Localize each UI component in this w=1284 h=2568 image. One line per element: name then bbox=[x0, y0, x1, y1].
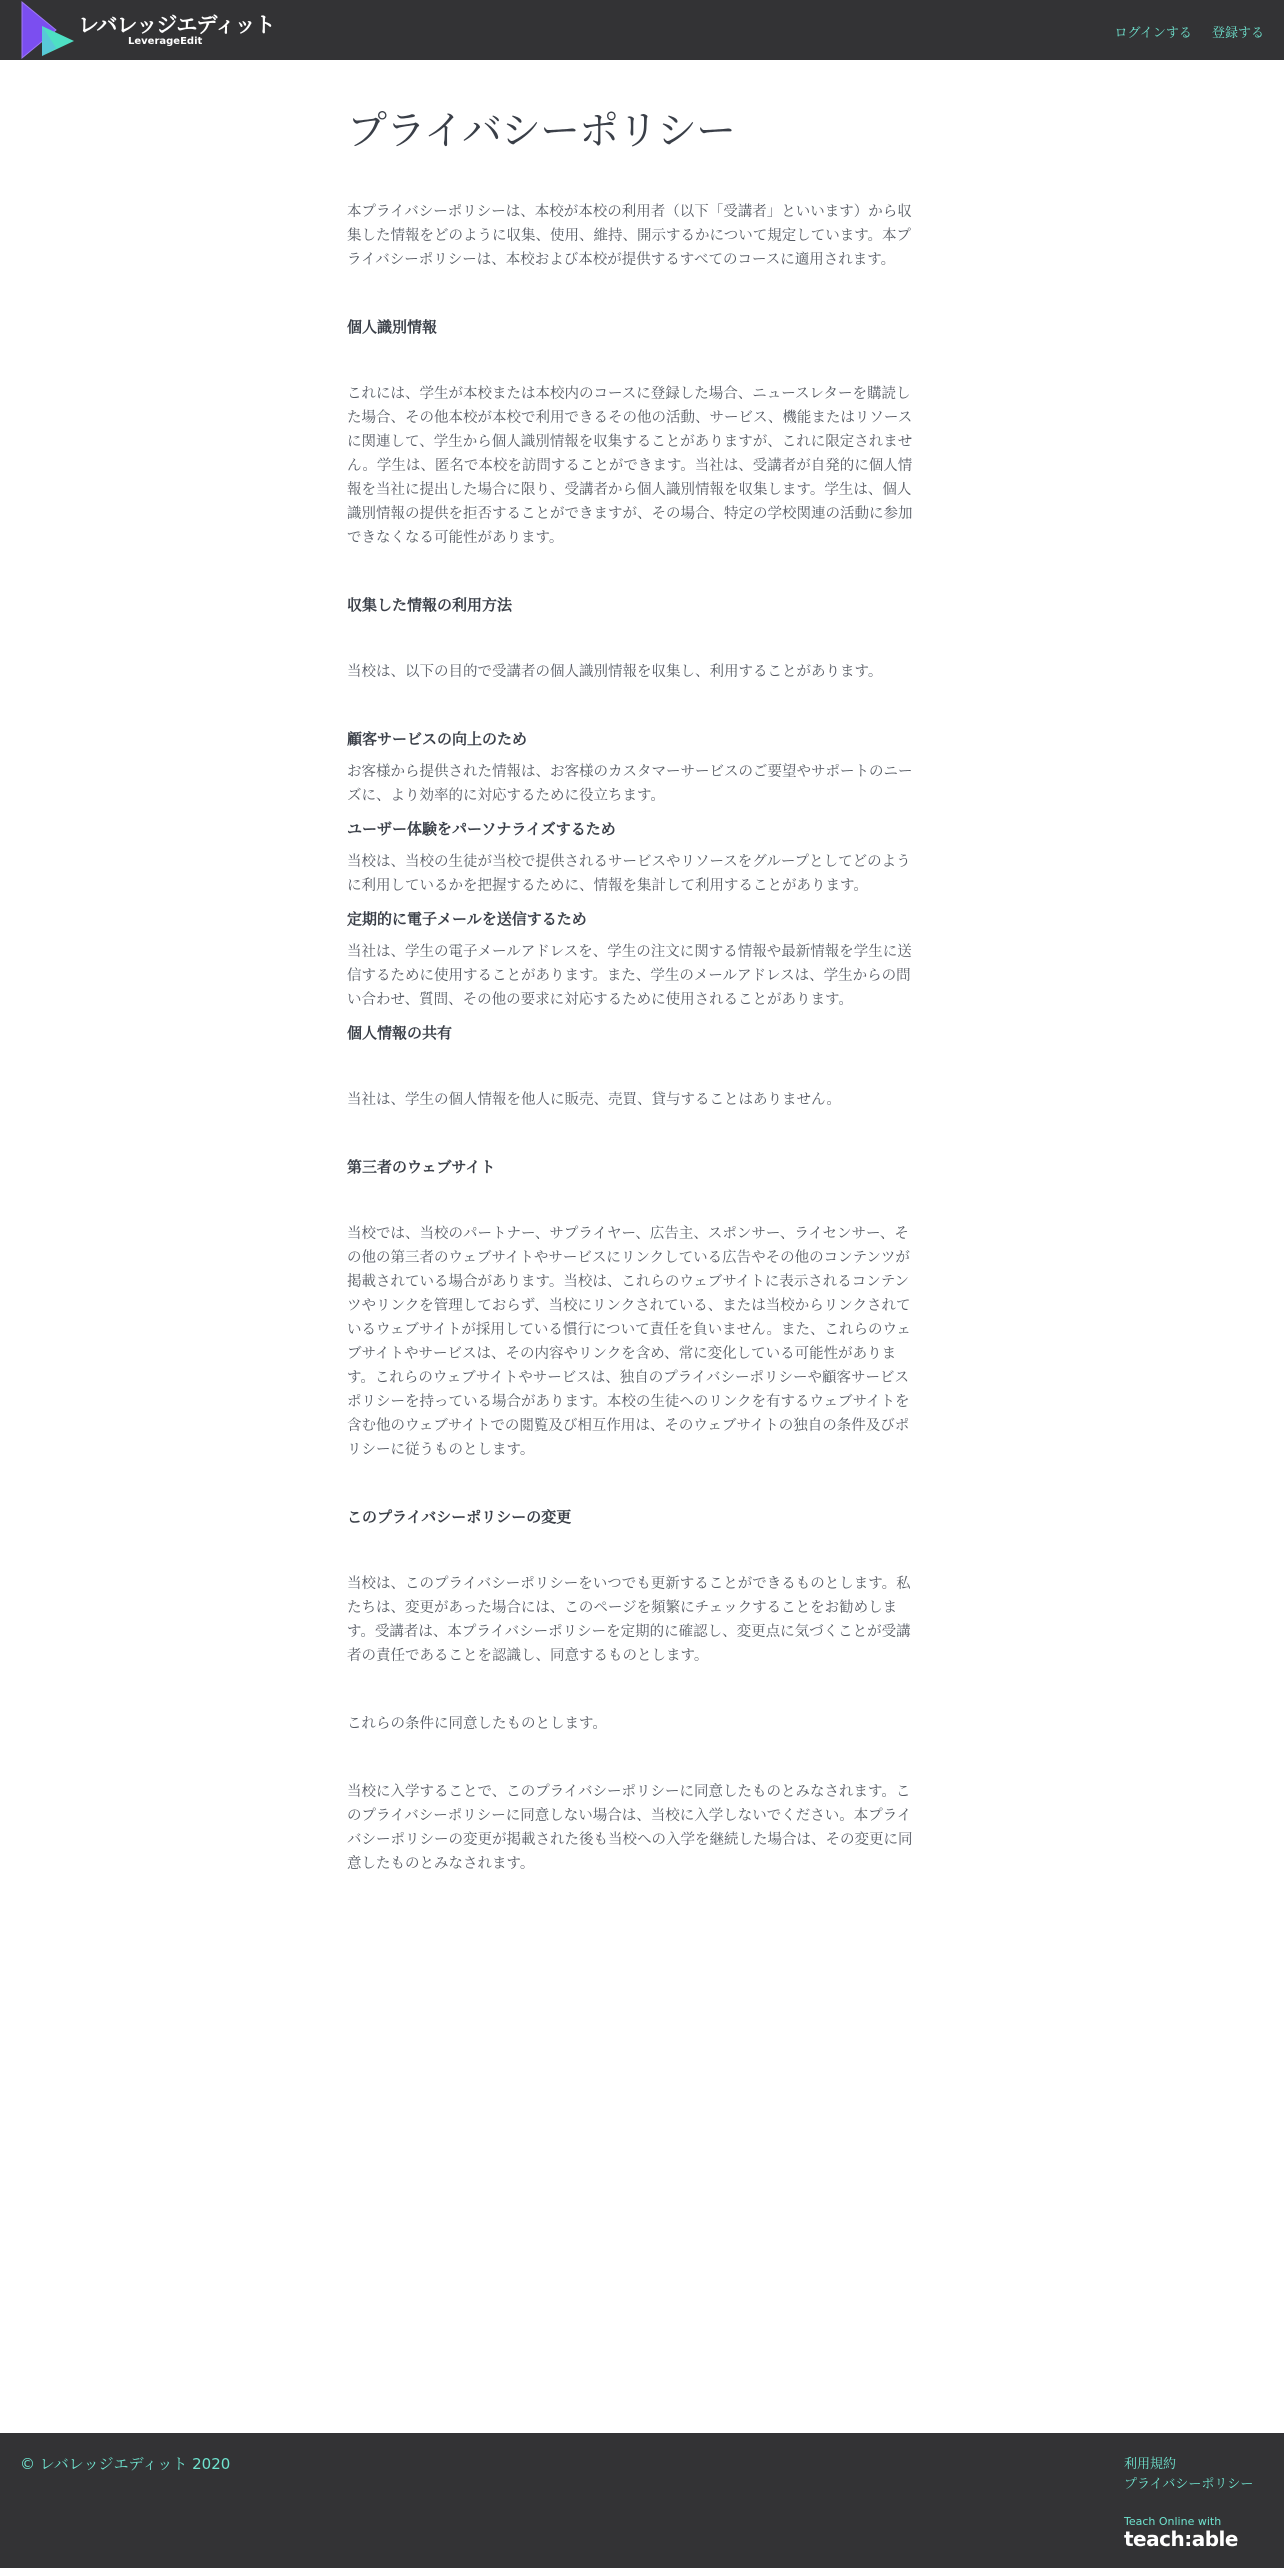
section-text-personalize: 当校は、当校の生徒が当校で提供されるサービスやリソースをグループとしてどのように利用しているかを把握するために、情報を集計して利用することがあります。 bbox=[347, 854, 911, 894]
copyright-text: © レバレッジエディット 2020 bbox=[20, 2455, 231, 2473]
section-text-third-party: 当校では、当校のパートナー、サプライヤー、広告主、スポンサー、ライセンサー、その他の第三者のウェブサイトやサービスにリンクしている広告やその他のコンテンツが掲載されている場合があります。当校は、これらのウェブサイトに表示されるコンテンツやリンクを管理しておらず、当校にリンクされている、または当校からリンクされているウェブサイトが採用している慣行について責任を負いません。また、これらのウェブサイトやサービスは、その内容やリンクを含め、常に変化している可能性があります。これらのウェブサイトやサービスは、独自のプライバシーポリシーや顧客サービスポリシーを持っている場合があります。本校の生徒へのリンクを有するウェブサイトを含む他のウェブサイトでの閲覧及び相互作用は、そのウェブサイトの独自の条件及びポリシーに従うものとします。 bbox=[347, 1226, 911, 1458]
site-header bbox=[0, 0, 1284, 60]
teachable-badge[interactable] bbox=[1124, 2515, 1238, 2550]
site-footer bbox=[0, 2433, 1284, 2568]
teach-online-label: Teach Online with bbox=[1124, 2515, 1222, 2528]
section-heading-third-party: 第三者のウェブサイト bbox=[347, 1158, 496, 1176]
section-text-personal-info: これには、学生が本校または本校内のコースに登録した場合、ニュースレターを購読した場合、その他本校が本校で利用できるその他の活動、サービス、機能またはリソースに関連して、学生から個人識別情報を収集することがありますが、これに限定されません。学生は、匿名で本校を訪問することができます。当社は、受講者が自発的に個人情報を当社に提出した場合に限り、受講者から個人識別情報を収集します。学生は、個人識別情報の提供を拒否することができますが、その場合、特定の学校関連の活動に参加できなくなる可能性があります。 bbox=[347, 386, 913, 546]
privacy-link[interactable]: プライバシーポリシー bbox=[1124, 2477, 1254, 2492]
section-text-changes: 当校は、このプライバシーポリシーをいつでも更新することができるものとします。私たちは、変更があった場合には、このページを頻繁にチェックすることをお勧めします。受講者は、本プライバシーポリシーを定期的に確認し、変更点に気づくことが受講者の責任であることを認識し、同意するものとします。 bbox=[347, 1576, 911, 1664]
signup-link[interactable]: 登録する bbox=[1211, 26, 1264, 41]
section-heading-personalize: ユーザー体験をパーソナライズするため bbox=[347, 820, 616, 838]
section-heading-usage: 収集した情報の利用方法 bbox=[347, 596, 513, 614]
section-heading-changes: このプライバシーポリシーの変更 bbox=[347, 1508, 572, 1526]
page-title: プライバシーポリシー bbox=[347, 108, 735, 154]
acceptance-text: 当校に入学することで、このプライバシーポリシーに同意したものとみなされます。このプライバシーポリシーに同意しない場合は、当校に入学しないでください。本プライバシーポリシーの変更が掲載された後も当校への入学を継続した場合は、その変更に同意したものとみなされます。 bbox=[347, 1784, 913, 1872]
section-heading-personal-info: 個人識別情報 bbox=[347, 318, 438, 336]
footer-links bbox=[1124, 2455, 1253, 2495]
section-text-usage: 当校は、以下の目的で受講者の個人識別情報を収集し、利用することがあります。 bbox=[347, 664, 883, 680]
section-text-sharing: 当社は、学生の個人情報を他人に販売、売買、貸与することはありません。 bbox=[347, 1092, 841, 1108]
section-heading-customer-service: 顧客サービスの向上のため bbox=[347, 730, 528, 748]
site-logo[interactable] bbox=[20, 0, 275, 60]
logo-play-icon bbox=[20, 0, 80, 60]
section-heading-sharing: 個人情報の共有 bbox=[347, 1024, 453, 1042]
section-text-customer-service: お客様から提供された情報は、お客様のカスタマーサービスのご要望やサポートのニーズに、より効率的に対応するために役立ちます。 bbox=[347, 764, 913, 804]
login-link[interactable]: ログインする bbox=[1114, 26, 1192, 41]
logo-subtext: LeverageEdit bbox=[128, 36, 203, 47]
terms-link[interactable]: 利用規約 bbox=[1124, 2457, 1177, 2472]
teachable-logo: teach:able bbox=[1124, 2527, 1238, 2551]
header-nav bbox=[1098, 22, 1264, 41]
logo-text: レバレッジエディット bbox=[78, 13, 275, 37]
agreement-text: これらの条件に同意したものとします。 bbox=[347, 1716, 607, 1732]
intro-paragraph: 本プライバシーポリシーは、本校が本校の利用者（以下「受講者」といいます）から収集した情報をどのように収集、使用、維持、開示するかについて規定しています。本プライバシーポリシーは、本校および本校が提供するすべてのコースに適用されます。 bbox=[347, 204, 912, 268]
section-text-email: 当社は、学生の電子メールアドレスを、学生の注文に関する情報や最新情報を学生に送信するために使用することがあります。また、学生のメールアドレスは、学生からの問い合わせ、質問、その他の要求に対応するために使用されることがあります。 bbox=[347, 944, 912, 1008]
policy-content bbox=[347, 100, 923, 1876]
section-heading-email: 定期的に電子メールを送信するため bbox=[347, 910, 587, 928]
